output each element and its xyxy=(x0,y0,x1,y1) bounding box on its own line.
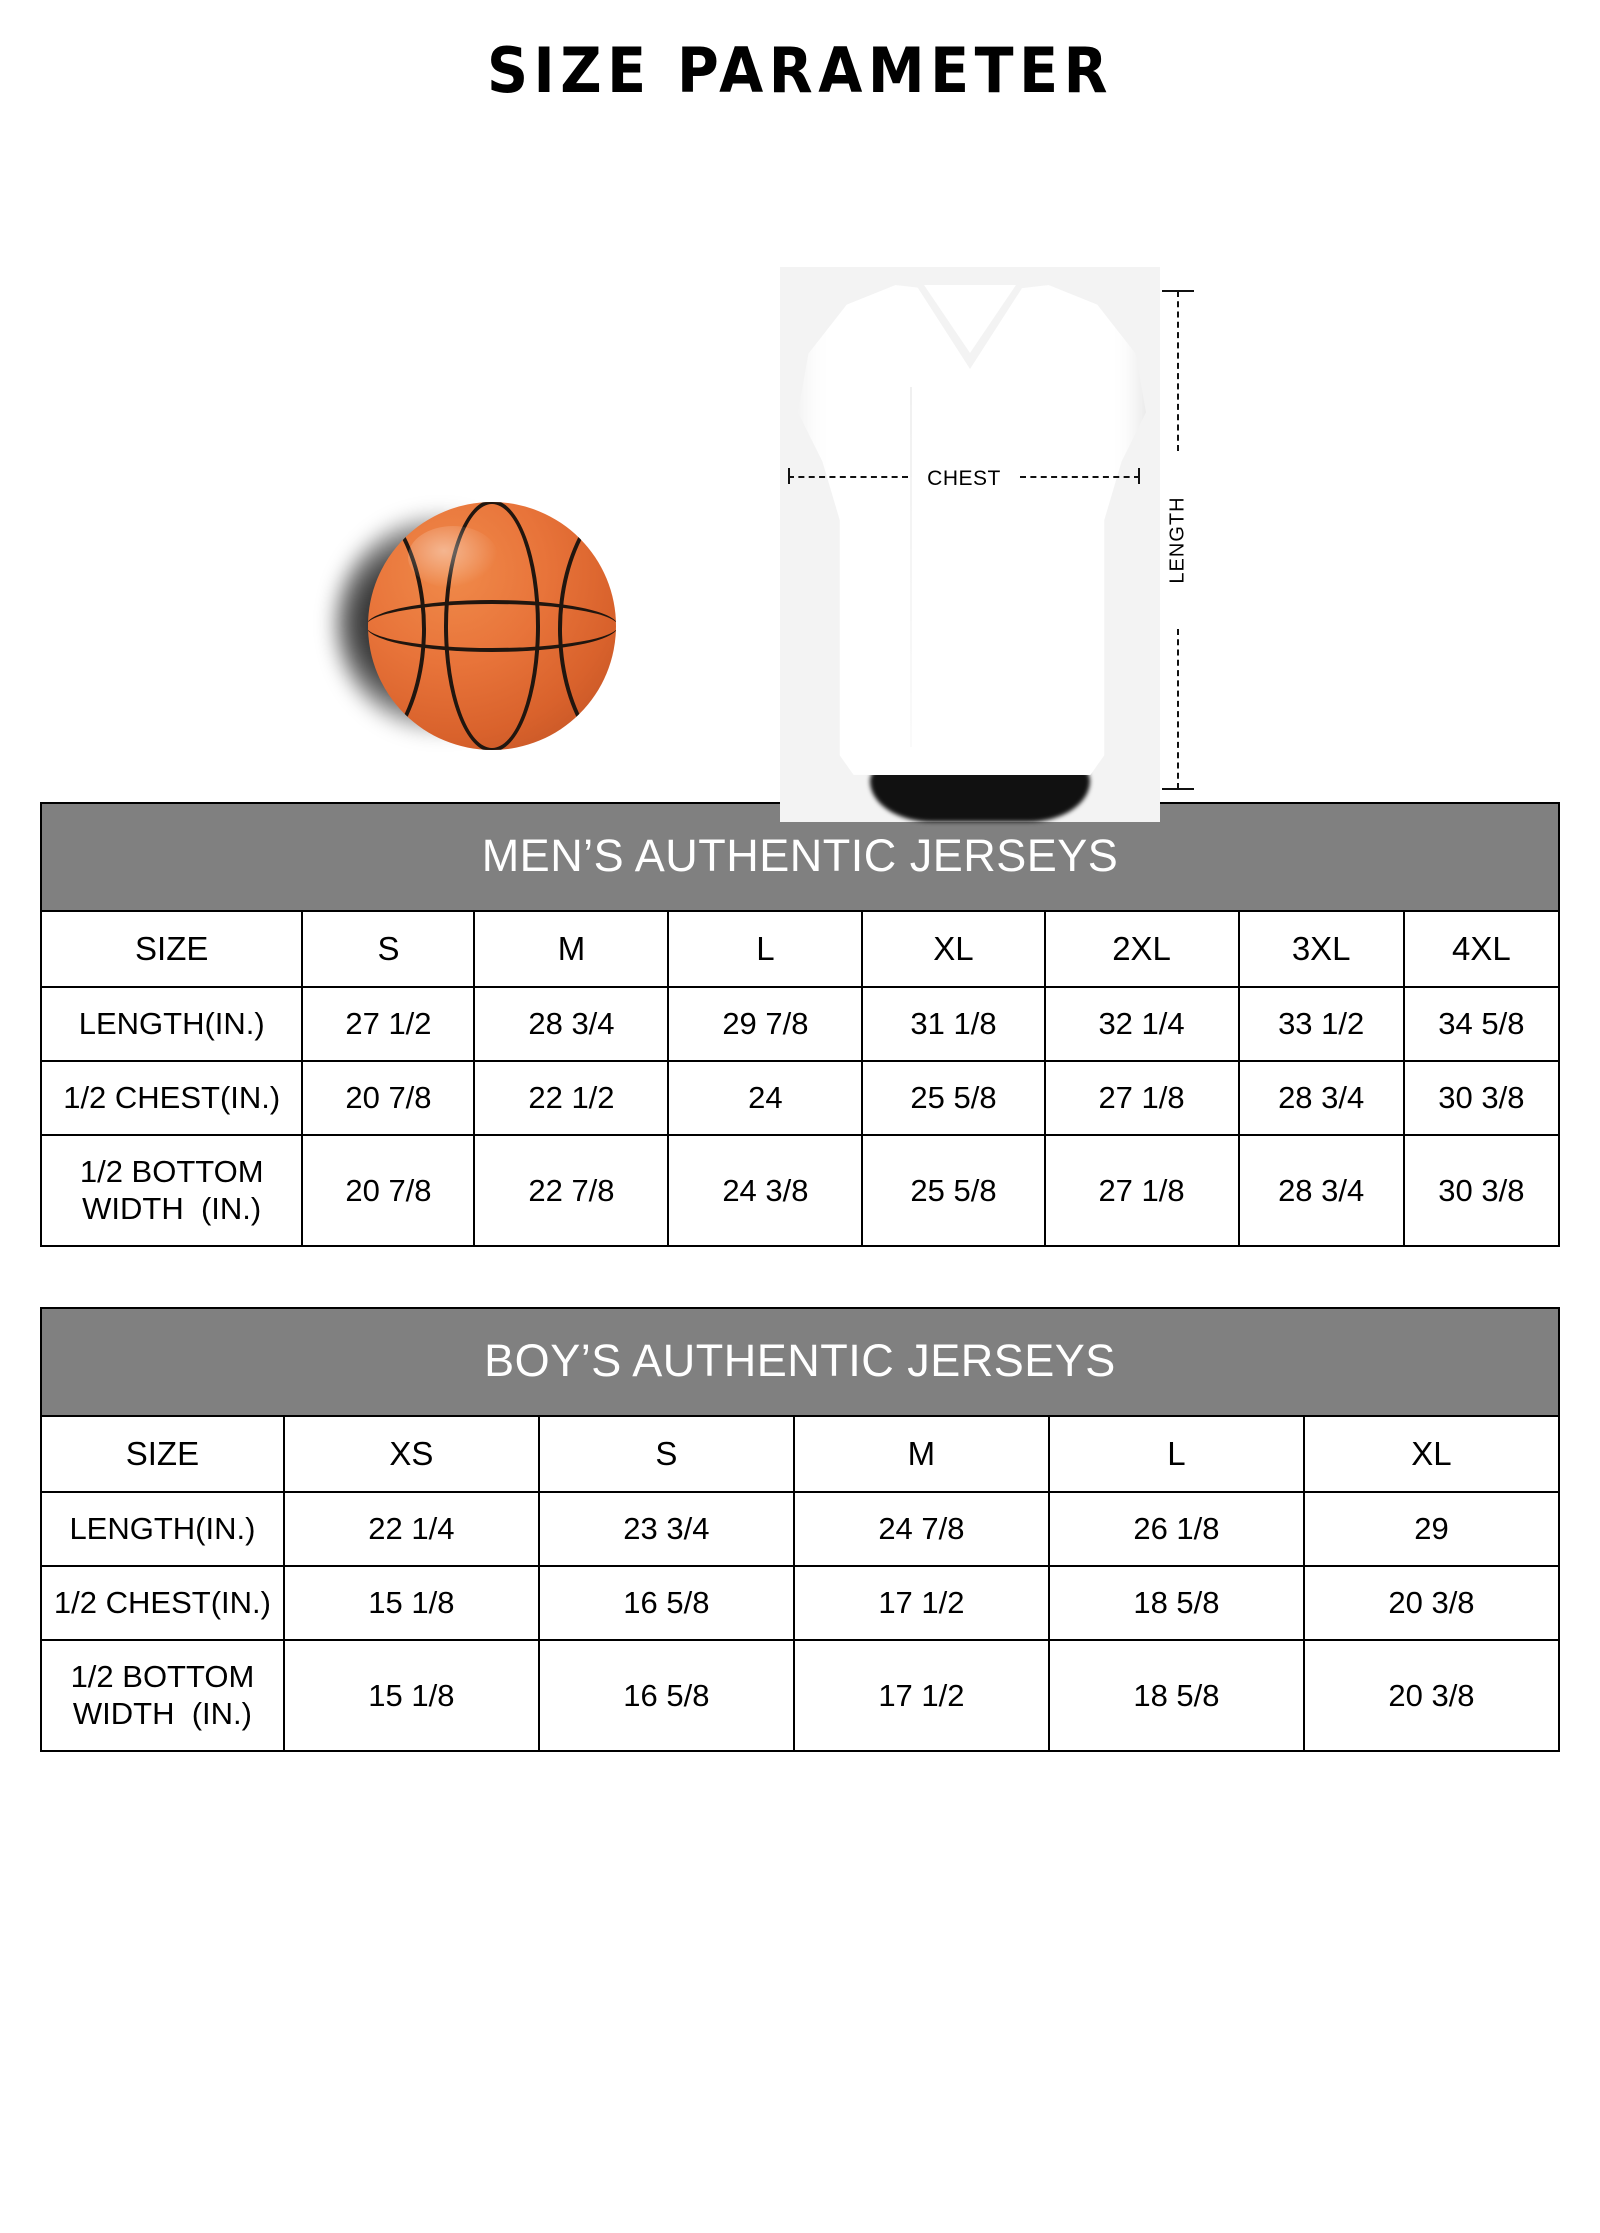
boys-size-table xyxy=(40,1415,1560,1752)
cell-bottom-xs: 15 1/8 xyxy=(284,1640,539,1751)
cell-length-2xl: 32 1/4 xyxy=(1045,987,1239,1061)
cell-length-l: 26 1/8 xyxy=(1049,1492,1304,1566)
page-title: SIZE PARAMETER xyxy=(486,34,1114,107)
column-header-l: L xyxy=(1049,1416,1304,1492)
table-row xyxy=(41,1566,1559,1640)
length-measurement-line xyxy=(1158,285,1198,795)
cell-chest-4xl: 30 3/8 xyxy=(1404,1061,1559,1135)
table-row-header xyxy=(41,911,1559,987)
column-header-l: L xyxy=(668,911,862,987)
column-header-m: M xyxy=(474,911,668,987)
row-label-line1: 1/2 BOTTOM xyxy=(79,1154,264,1189)
cell-length-l: 29 7/8 xyxy=(668,987,862,1061)
row-label-half-chest: 1/2 CHEST(IN.) xyxy=(41,1061,302,1135)
column-header-xs: XS xyxy=(284,1416,539,1492)
basketball-highlight xyxy=(408,526,498,588)
length-dash-bottom xyxy=(1177,629,1179,789)
cell-chest-2xl: 27 1/8 xyxy=(1045,1061,1239,1135)
column-header-xl: XL xyxy=(1304,1416,1559,1492)
jersey-icon xyxy=(760,267,1189,847)
cell-bottom-s: 16 5/8 xyxy=(539,1640,794,1751)
chest-label: CHEST xyxy=(927,467,1001,490)
row-label-line2: WIDTH (IN.) xyxy=(82,1190,262,1226)
cell-length-xl: 31 1/8 xyxy=(862,987,1044,1061)
cell-length-s: 23 3/4 xyxy=(539,1492,794,1566)
cell-chest-m: 22 1/2 xyxy=(474,1061,668,1135)
cell-chest-xs: 15 1/8 xyxy=(284,1566,539,1640)
cell-bottom-xl: 20 3/8 xyxy=(1304,1640,1559,1751)
cell-chest-xl: 20 3/8 xyxy=(1304,1566,1559,1640)
cell-bottom-l: 24 3/8 xyxy=(668,1135,862,1246)
cell-bottom-3xl: 28 3/4 xyxy=(1239,1135,1404,1246)
cell-length-4xl: 34 5/8 xyxy=(1404,987,1559,1061)
row-label-length: LENGTH(IN.) xyxy=(41,987,302,1061)
length-dash-top xyxy=(1177,291,1179,451)
cell-bottom-m: 22 7/8 xyxy=(474,1135,668,1246)
cell-chest-s: 20 7/8 xyxy=(302,1061,474,1135)
cell-chest-m: 17 1/2 xyxy=(794,1566,1049,1640)
cell-length-3xl: 33 1/2 xyxy=(1239,987,1404,1061)
basketball-sphere xyxy=(368,502,616,750)
cell-length-m: 24 7/8 xyxy=(794,1492,1049,1566)
column-header-s: S xyxy=(539,1416,794,1492)
cell-bottom-4xl: 30 3/8 xyxy=(1404,1135,1559,1246)
cell-length-s: 27 1/2 xyxy=(302,987,474,1061)
jersey-fold-crease xyxy=(910,387,912,747)
chest-dash-right xyxy=(1020,476,1140,478)
column-header-size: SIZE xyxy=(41,1416,284,1492)
column-header-xl: XL xyxy=(862,911,1044,987)
table-row xyxy=(41,1640,1559,1751)
cell-length-m: 28 3/4 xyxy=(474,987,668,1061)
table-row xyxy=(41,1135,1559,1246)
boys-size-table-block xyxy=(40,1307,1560,1752)
column-header-s: S xyxy=(302,911,474,987)
row-label-length: LENGTH(IN.) xyxy=(41,1492,284,1566)
illustration-area xyxy=(0,102,1600,802)
mens-size-table-block xyxy=(40,802,1560,1247)
table-row-header xyxy=(41,1416,1559,1492)
chest-measurement-line xyxy=(788,467,1140,490)
mens-table-heading: MEN’S AUTHENTIC JERSEYS xyxy=(40,802,1560,910)
column-header-3xl: 3XL xyxy=(1239,911,1404,987)
cell-chest-l: 18 5/8 xyxy=(1049,1566,1304,1640)
cell-chest-s: 16 5/8 xyxy=(539,1566,794,1640)
column-header-4xl: 4XL xyxy=(1404,911,1559,987)
cell-chest-l: 24 xyxy=(668,1061,862,1135)
basketball-icon xyxy=(330,492,600,762)
boys-table-heading: BOY’S AUTHENTIC JERSEYS xyxy=(40,1307,1560,1415)
row-label-half-bottom-width xyxy=(41,1135,302,1246)
column-header-size: SIZE xyxy=(41,911,302,987)
basketball-seam-right xyxy=(558,502,616,750)
row-label-line1: 1/2 BOTTOM xyxy=(70,1659,255,1695)
cell-bottom-s: 20 7/8 xyxy=(302,1135,474,1246)
cell-chest-3xl: 28 3/4 xyxy=(1239,1061,1404,1135)
cell-bottom-xl: 25 5/8 xyxy=(862,1135,1044,1246)
mens-size-table xyxy=(40,910,1560,1247)
cell-bottom-l: 18 5/8 xyxy=(1049,1640,1304,1751)
length-label: LENGTH xyxy=(1166,496,1189,584)
table-row xyxy=(41,1492,1559,1566)
chest-dash-left xyxy=(788,476,908,478)
row-label-half-bottom-width xyxy=(41,1640,284,1751)
table-row xyxy=(41,987,1559,1061)
cell-bottom-m: 17 1/2 xyxy=(794,1640,1049,1751)
row-label-line2: WIDTH (IN.) xyxy=(72,1695,252,1731)
row-label-half-chest: 1/2 CHEST(IN.) xyxy=(41,1566,284,1640)
cell-chest-xl: 25 5/8 xyxy=(862,1061,1044,1135)
cell-bottom-2xl: 27 1/8 xyxy=(1045,1135,1239,1246)
column-header-2xl: 2XL xyxy=(1045,911,1239,987)
cell-length-xs: 22 1/4 xyxy=(284,1492,539,1566)
column-header-m: M xyxy=(794,1416,1049,1492)
table-gap xyxy=(0,1247,1600,1307)
table-row xyxy=(41,1061,1559,1135)
cell-length-xl: 29 xyxy=(1304,1492,1559,1566)
